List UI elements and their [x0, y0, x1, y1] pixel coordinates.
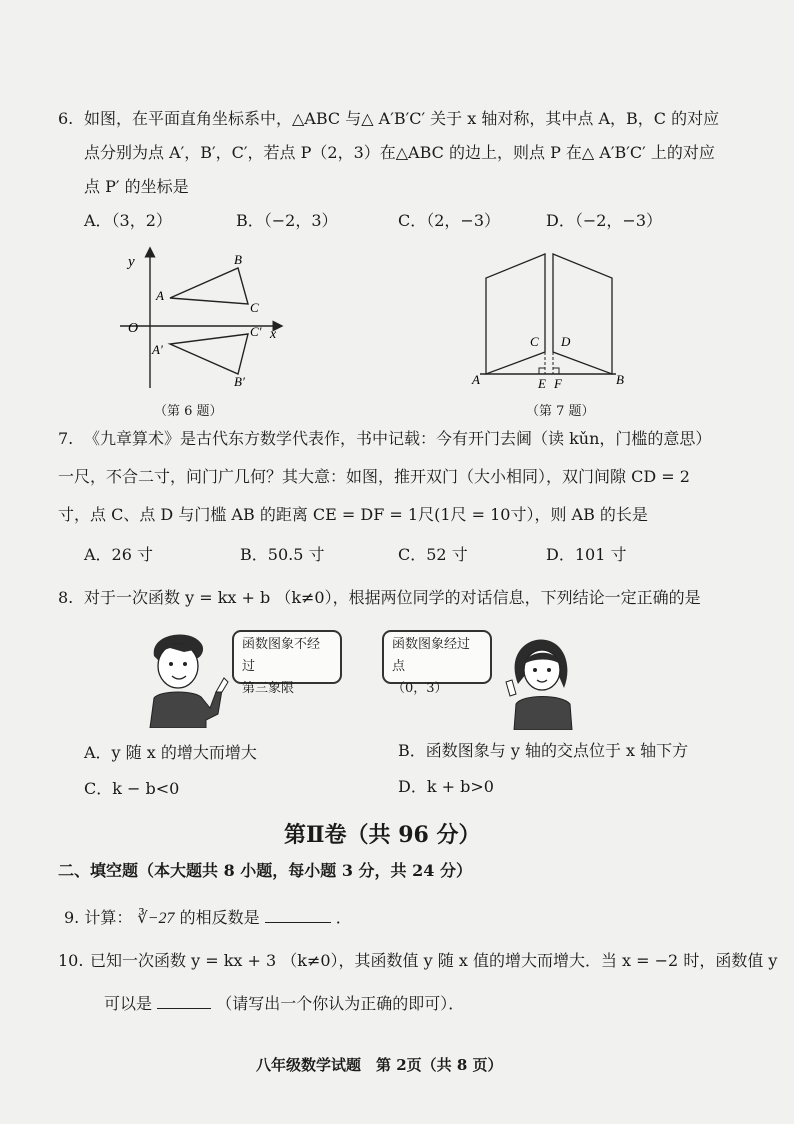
bubble-right [382, 630, 492, 696]
label-x: x [270, 327, 277, 342]
q10-line-2 [104, 992, 464, 1015]
q7-option-c: C．52 寸 [398, 545, 468, 564]
triangle-abc [170, 268, 248, 304]
label-c: C [530, 334, 539, 349]
girl-illustration [500, 634, 584, 730]
q7-line-3: 寸，点 C、点 D 与门槛 AB 的距离 CE = DF = 1尺(1尺 = 10寸），则 AB 的长是 [58, 505, 648, 524]
q8-option-b: B．函数图象与 y 轴的交点位于 x 轴下方 [398, 741, 689, 760]
right-angle-e [539, 368, 545, 374]
label-y: y [128, 254, 135, 270]
q6-option-c: C．（2，−3） [398, 211, 501, 230]
label-b: B [234, 252, 242, 267]
q9-answer-blank[interactable] [265, 906, 331, 923]
label-d: D [561, 334, 571, 349]
q7-line-2: 一尺，不合二寸，问门广几何？其大意：如图，推开双门（大小相同），双门间隙 CD = 2 [58, 467, 690, 486]
q6-line-3: 点 P′ 的坐标是 [84, 177, 189, 196]
q8-option-c: C．k − b<0 [84, 779, 180, 798]
q6-figure [110, 240, 290, 395]
label-o: O [128, 321, 139, 336]
label-e: E [538, 376, 546, 390]
q6-number: 6. [58, 109, 74, 128]
right-door [553, 254, 612, 374]
bubble-left-line-1: 函数图象不经过 [242, 637, 321, 674]
q9 [64, 906, 352, 930]
q10-line-2-suffix: （请写出一个你认为正确的即可）． [216, 994, 465, 1013]
q6-line-2: 点分别为点 A′，B′，C′，若点 P（2，3）在△ABC 的边上，则点 P 在△ A′B′C′ 上的对应 [84, 143, 715, 162]
q6-caption: （第 6 题） [154, 404, 223, 419]
q8-option-d: D．k + b>0 [398, 777, 494, 796]
q6-line-1: 如图，在平面直角坐标系中，△ABC 与△ A′B′C′ 关于 x 轴对称，其中点 A，B，C 的对应 [84, 109, 720, 128]
bubble-left [232, 630, 342, 696]
bubble-right-line-1: 函数图象经过点 [392, 637, 471, 674]
label-c: C [250, 300, 259, 315]
q7-line-1: 《九章算术》是古代东方数学代表作，书中记载：今有开门去阃（读 kǔn，门槛的意思） [84, 429, 712, 448]
label-b: B [616, 372, 624, 387]
q9-radical: ∛−27 [137, 910, 175, 927]
boy-illustration [140, 628, 232, 728]
q10-answer-blank[interactable] [157, 992, 211, 1009]
q9-number: 9. [64, 908, 80, 927]
q6-option-d: D．（−2，−3） [546, 211, 663, 230]
q8-line-1: 对于一次函数 y = kx + b （k≠0），根据两位同学的对话信息，下列结论一定正确的是 [84, 588, 701, 607]
q7-option-b: B．50.5 寸 [240, 545, 325, 564]
bubble-right-line-2: （0，3） [392, 681, 448, 696]
section-title: 第Ⅱ卷（共 96 分） [284, 822, 481, 848]
label-a-prime: A′ [152, 342, 163, 357]
q8-number: 8. [58, 588, 74, 607]
left-door [486, 254, 545, 374]
right-angle-f [553, 368, 559, 374]
page-footer: 八年级数学试题 第 2页（共 8 页） [256, 1056, 503, 1074]
label-b-prime: B′ [234, 374, 245, 389]
bubble-left-line-2: 第三象限 [242, 681, 295, 696]
q7-option-d: D．101 寸 [546, 545, 627, 564]
triangle-a1b1c1 [170, 334, 248, 374]
q9-prefix: 计算： [84, 908, 133, 927]
label-c-prime: C′ [250, 324, 262, 339]
q8-option-a: A．y 随 x 的增大而增大 [84, 743, 257, 762]
label-a: A [472, 372, 480, 387]
q10-number: 10. [58, 951, 84, 970]
q9-end: ． [335, 908, 352, 927]
q10-line-1: 已知一次函数 y = kx + 3 （k≠0），其函数值 y 随 x 值的增大而增大．当 x = −2 时，函数值 y [90, 951, 778, 970]
q10-line-2-prefix: 可以是 [104, 994, 153, 1013]
label-a: A [156, 288, 164, 303]
q7-figure [466, 244, 636, 390]
q7-number: 7. [58, 429, 74, 448]
q7-caption: （第 7 题） [526, 404, 595, 419]
q7-option-a: A．26 寸 [84, 545, 154, 564]
section-subtitle: 二、填空题（本大题共 8 小题，每小题 3 分，共 24 分） [58, 861, 472, 880]
label-f: F [554, 376, 562, 390]
q6-option-a: A．（3，2） [84, 211, 172, 230]
q9-suffix: 的相反数是 [179, 908, 260, 927]
q6-option-b: B．（−2，3） [236, 211, 338, 230]
